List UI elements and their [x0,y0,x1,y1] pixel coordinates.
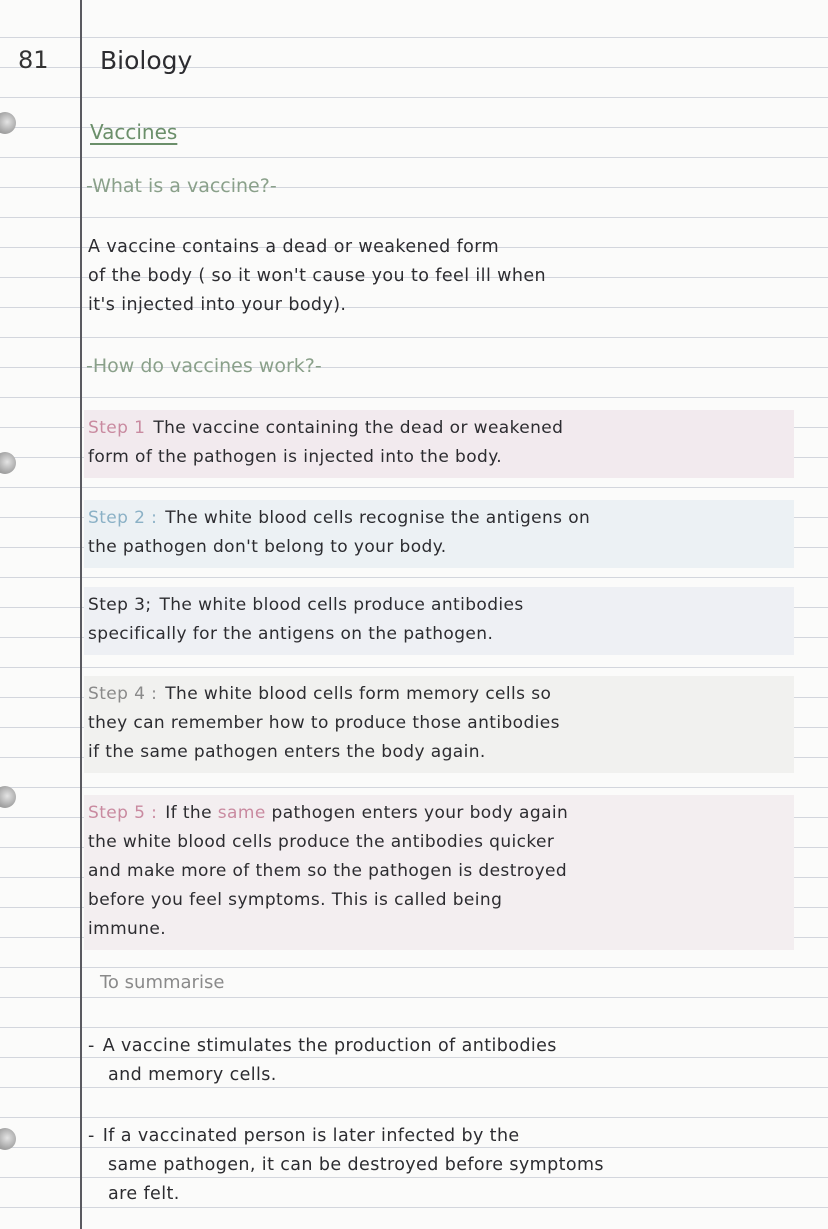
page-title: Vaccines [90,120,178,144]
step-3-block [84,587,794,655]
punch-hole [0,112,16,134]
step-4-block [84,676,794,773]
summary-text: same pathogen, it can be destroyed before symptoms [108,1155,604,1175]
step-text: and make more of them so the pathogen is destroyed [88,861,568,881]
step-text: The white blood cells recognise the antigens on [165,508,591,528]
step-label: Step 4 : [88,684,158,704]
step-text: The vaccine containing the dead or weakened [153,418,564,438]
answer-line: of the body ( so it won't cause you to feel ill when [88,266,547,286]
step-label: Step 5 : [88,803,158,823]
summary-text: If a vaccinated person is later infected by the [102,1126,520,1146]
margin-line [80,0,82,1229]
step-text: they can remember how to produce those antibodies [88,713,560,733]
step-5-block [84,795,794,950]
bullet-dash: - [88,1036,95,1056]
step-text: immune. [88,919,167,939]
step-text: specifically for the antigens on the pathogen. [88,624,494,644]
punch-hole [0,452,16,474]
question-how-vaccines-work: -How do vaccines work?- [86,355,322,377]
answer-paragraph [88,233,788,320]
summary-point [88,1122,788,1209]
step-text: If the [165,803,212,823]
page-number: 81 [18,46,49,74]
punch-hole [0,1128,16,1150]
subject-heading: Biology [100,46,193,75]
step-label: Step 2 : [88,508,158,528]
bullet-dash: - [88,1126,95,1146]
question-what-is-vaccine: -What is a vaccine?- [86,175,277,197]
step-2-block [84,500,794,568]
step-text: The white blood cells form memory cells so [165,684,552,704]
step-text: if the same pathogen enters the body again. [88,742,486,762]
step-text: form of the pathogen is injected into the body. [88,447,503,467]
summary-text: A vaccine stimulates the production of antibodies [102,1036,557,1056]
step-label: Step 1 [88,418,146,438]
summary-heading: To summarise [100,972,225,993]
answer-line: it's injected into your body). [88,295,347,315]
answer-line: A vaccine contains a dead or weakened form [88,237,500,257]
summary-text: and memory cells. [108,1065,277,1085]
highlighted-word: same [217,803,266,823]
step-text: the pathogen don't belong to your body. [88,537,447,557]
step-text: The white blood cells produce antibodies [159,595,524,615]
step-text: pathogen enters your body again [271,803,569,823]
punch-hole [0,786,16,808]
step-label: Step 3; [88,595,152,615]
summary-point [88,1032,788,1090]
step-text: before you feel symptoms. This is called being [88,890,503,910]
step-1-block [84,410,794,478]
step-text: the white blood cells produce the antibodies quicker [88,832,555,852]
summary-text: are felt. [108,1184,180,1204]
